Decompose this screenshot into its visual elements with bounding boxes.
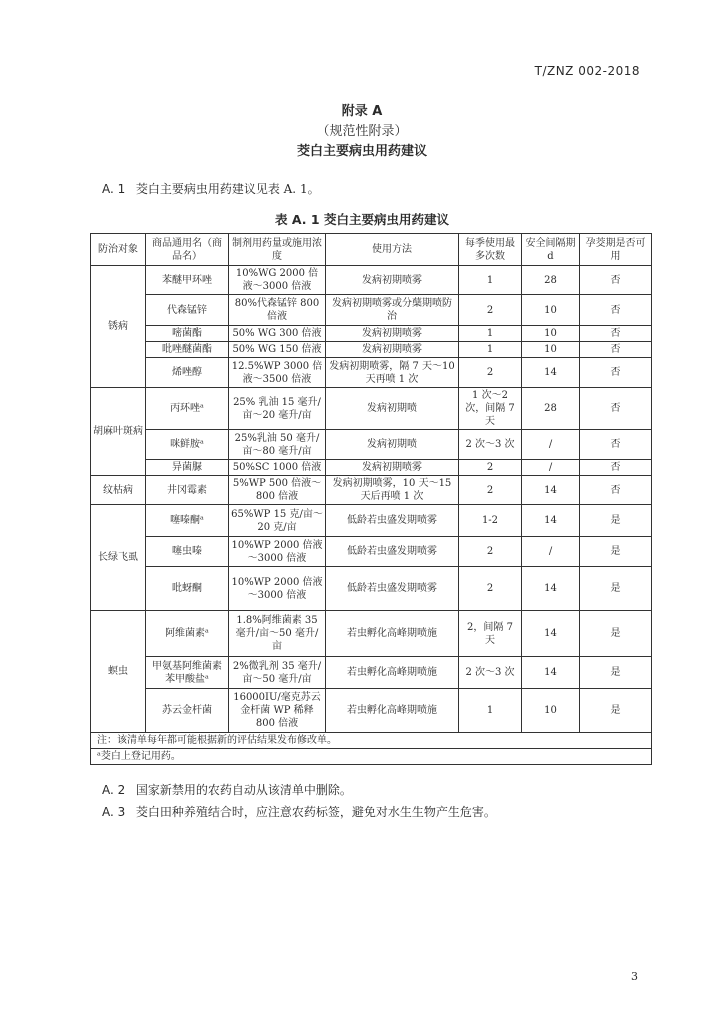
target-cell: 长绿飞虱	[91, 505, 146, 611]
product-cell: 井冈霉素	[146, 476, 229, 505]
product-cell: 异菌脲	[146, 460, 229, 476]
table-row	[91, 657, 652, 689]
target-cell: 螟虫	[91, 611, 146, 733]
table-row	[91, 689, 652, 733]
max-times-cell: 2	[459, 537, 522, 567]
table-row	[91, 476, 652, 505]
interval-cell: /	[522, 537, 580, 567]
clause-number: A. 1	[102, 182, 126, 196]
interval-cell: 10	[522, 689, 580, 733]
recommendation-table	[90, 233, 652, 765]
dosage-cell: 50%SC 1000 倍液	[229, 460, 326, 476]
dosage-cell: 10%WP 2000 倍液～3000 倍液	[229, 567, 326, 611]
clause-a1	[102, 180, 320, 197]
clause-a3	[102, 803, 496, 820]
annex-label: 附录 A	[341, 104, 383, 119]
table-row	[91, 266, 652, 295]
clause-a2	[102, 781, 352, 798]
clause-text: 茭白田种养殖结合时，应注意农药标签，避免对水生生物产生危害。	[135, 805, 496, 819]
max-times-cell: 2 次～3 次	[459, 657, 522, 689]
method-cell: 发病初期喷	[326, 388, 459, 430]
interval-cell: /	[522, 460, 580, 476]
target-cell: 锈病	[91, 266, 146, 388]
annex-heading	[0, 102, 724, 162]
product-cell: 阿维菌素ᵃ	[146, 611, 229, 657]
table-row	[91, 537, 652, 567]
dosage-cell: 5%WP 500 倍液～800 倍液	[229, 476, 326, 505]
max-times-cell: 2，间隔 7 天	[459, 611, 522, 657]
product-cell: 噻虫嗪	[146, 537, 229, 567]
clause-number: A. 3	[102, 805, 126, 819]
pregnancy-cell: 否	[580, 266, 652, 295]
annex-title: 茭白主要病虫用药建议	[296, 144, 427, 159]
method-cell: 低龄若虫盛发期喷雾	[326, 567, 459, 611]
header-pregnancy: 孕茭期是否可用	[580, 234, 652, 266]
dosage-cell: 12.5%WP 3000 倍液～3500 倍液	[229, 358, 326, 388]
target-cell: 胡麻叶斑病	[91, 388, 146, 476]
pregnancy-cell: 否	[580, 295, 652, 326]
interval-cell: 28	[522, 388, 580, 430]
method-cell: 低龄若虫盛发期喷雾	[326, 537, 459, 567]
method-cell: 低龄若虫盛发期喷雾	[326, 505, 459, 537]
pregnancy-cell: 是	[580, 505, 652, 537]
dosage-cell: 2%微乳剂 35 毫升/亩～50 毫升/亩	[229, 657, 326, 689]
dosage-cell: 16000IU/毫克苏云金杆菌 WP 稀释 800 倍液	[229, 689, 326, 733]
table-row	[91, 460, 652, 476]
max-times-cell: 1	[459, 266, 522, 295]
pregnancy-cell: 否	[580, 326, 652, 342]
table-row	[91, 342, 652, 358]
target-cell: 纹枯病	[91, 476, 146, 505]
interval-cell: 10	[522, 326, 580, 342]
method-cell: 发病初期喷雾或分蘖期喷防治	[326, 295, 459, 326]
header-interval: 安全间隔期 d	[522, 234, 580, 266]
product-cell: 吡蚜酮	[146, 567, 229, 611]
table-row	[91, 295, 652, 326]
standard-code: T/ZNZ 002-2018	[534, 64, 640, 78]
pregnancy-cell: 否	[580, 460, 652, 476]
max-times-cell: 1-2	[459, 505, 522, 537]
clause-text: 茭白主要病虫用药建议见表 A. 1。	[135, 182, 320, 196]
max-times-cell: 1	[459, 326, 522, 342]
pregnancy-cell: 否	[580, 476, 652, 505]
method-cell: 发病初期喷雾	[326, 326, 459, 342]
table-note-row	[91, 749, 652, 765]
page-number: 3	[631, 970, 638, 983]
pregnancy-cell: 是	[580, 689, 652, 733]
table-row	[91, 326, 652, 342]
pregnancy-cell: 否	[580, 342, 652, 358]
annex-type: （规范性附录）	[316, 124, 408, 139]
dosage-cell: 80%代森锰锌 800 倍液	[229, 295, 326, 326]
max-times-cell: 2	[459, 295, 522, 326]
product-cell: 烯唑醇	[146, 358, 229, 388]
interval-cell: 14	[522, 476, 580, 505]
max-times-cell: 2	[459, 476, 522, 505]
header-product: 商品通用名（商品名）	[146, 234, 229, 266]
interval-cell: 14	[522, 505, 580, 537]
table-footnote: ᵃ茭白上登记用药。	[91, 749, 652, 765]
product-cell: 代森锰锌	[146, 295, 229, 326]
method-cell: 若虫孵化高峰期喷施	[326, 657, 459, 689]
pregnancy-cell: 是	[580, 567, 652, 611]
max-times-cell: 2 次～3 次	[459, 430, 522, 460]
method-cell: 若虫孵化高峰期喷施	[326, 611, 459, 657]
interval-cell: 14	[522, 657, 580, 689]
method-cell: 发病初期喷	[326, 430, 459, 460]
dosage-cell: 25% 乳油 15 毫升/亩～20 毫升/亩	[229, 388, 326, 430]
product-cell: 苯醚甲环唑	[146, 266, 229, 295]
interval-cell: /	[522, 430, 580, 460]
max-times-cell: 2	[459, 358, 522, 388]
dosage-cell: 65%WP 15 克/亩～20 克/亩	[229, 505, 326, 537]
dosage-cell: 50% WG 300 倍液	[229, 326, 326, 342]
table-row	[91, 430, 652, 460]
interval-cell: 14	[522, 611, 580, 657]
table-row	[91, 611, 652, 657]
max-times-cell: 2	[459, 567, 522, 611]
product-cell: 咪鲜胺ᵃ	[146, 430, 229, 460]
method-cell: 发病初期喷雾，隔 7 天～10 天再喷 1 次	[326, 358, 459, 388]
dosage-cell: 10%WP 2000 倍液～3000 倍液	[229, 537, 326, 567]
interval-cell: 14	[522, 358, 580, 388]
clause-text: 国家新禁用的农药自动从该清单中删除。	[135, 783, 352, 797]
table-note-row	[91, 733, 652, 749]
method-cell: 发病初期喷雾，10 天～15 天后再喷 1 次	[326, 476, 459, 505]
max-times-cell: 1	[459, 689, 522, 733]
pregnancy-cell: 是	[580, 537, 652, 567]
method-cell: 发病初期喷雾	[326, 266, 459, 295]
table-row	[91, 358, 652, 388]
header-dosage: 制剂用药量或施用浓度	[229, 234, 326, 266]
method-cell: 若虫孵化高峰期喷施	[326, 689, 459, 733]
max-times-cell: 1 次～2 次，间隔 7 天	[459, 388, 522, 430]
max-times-cell: 1	[459, 342, 522, 358]
product-cell: 甲氨基阿维菌素苯甲酸盐ᵃ	[146, 657, 229, 689]
max-times-cell: 2	[459, 460, 522, 476]
header-max-times: 每季使用最多次数	[459, 234, 522, 266]
dosage-cell: 10%WG 2000 倍液～3000 倍液	[229, 266, 326, 295]
pregnancy-cell: 否	[580, 358, 652, 388]
clause-number: A. 2	[102, 783, 126, 797]
pregnancy-cell: 否	[580, 388, 652, 430]
pregnancy-cell: 是	[580, 611, 652, 657]
interval-cell: 14	[522, 567, 580, 611]
dosage-cell: 1.8%阿维菌素 35 毫升/亩～50 毫升/亩	[229, 611, 326, 657]
table-row	[91, 567, 652, 611]
product-cell: 丙环唑ᵃ	[146, 388, 229, 430]
interval-cell: 10	[522, 295, 580, 326]
dosage-cell: 50% WG 150 倍液	[229, 342, 326, 358]
product-cell: 噻嗪酮ᵃ	[146, 505, 229, 537]
interval-cell: 10	[522, 342, 580, 358]
dosage-cell: 25%乳油 50 毫升/亩～80 毫升/亩	[229, 430, 326, 460]
pregnancy-cell: 否	[580, 430, 652, 460]
table-note: 注：该清单每年都可能根据新的评估结果发布修改单。	[91, 733, 652, 749]
header-target: 防治对象	[91, 234, 146, 266]
table-caption: 表 A. 1 茭白主要病虫用药建议	[275, 212, 449, 227]
table-row	[91, 388, 652, 430]
header-method: 使用方法	[326, 234, 459, 266]
table-row	[91, 505, 652, 537]
product-cell: 苏云金杆菌	[146, 689, 229, 733]
method-cell: 发病初期喷雾	[326, 460, 459, 476]
pregnancy-cell: 是	[580, 657, 652, 689]
interval-cell: 28	[522, 266, 580, 295]
product-cell: 嘧菌酯	[146, 326, 229, 342]
product-cell: 吡唑醚菌酯	[146, 342, 229, 358]
method-cell: 发病初期喷雾	[326, 342, 459, 358]
